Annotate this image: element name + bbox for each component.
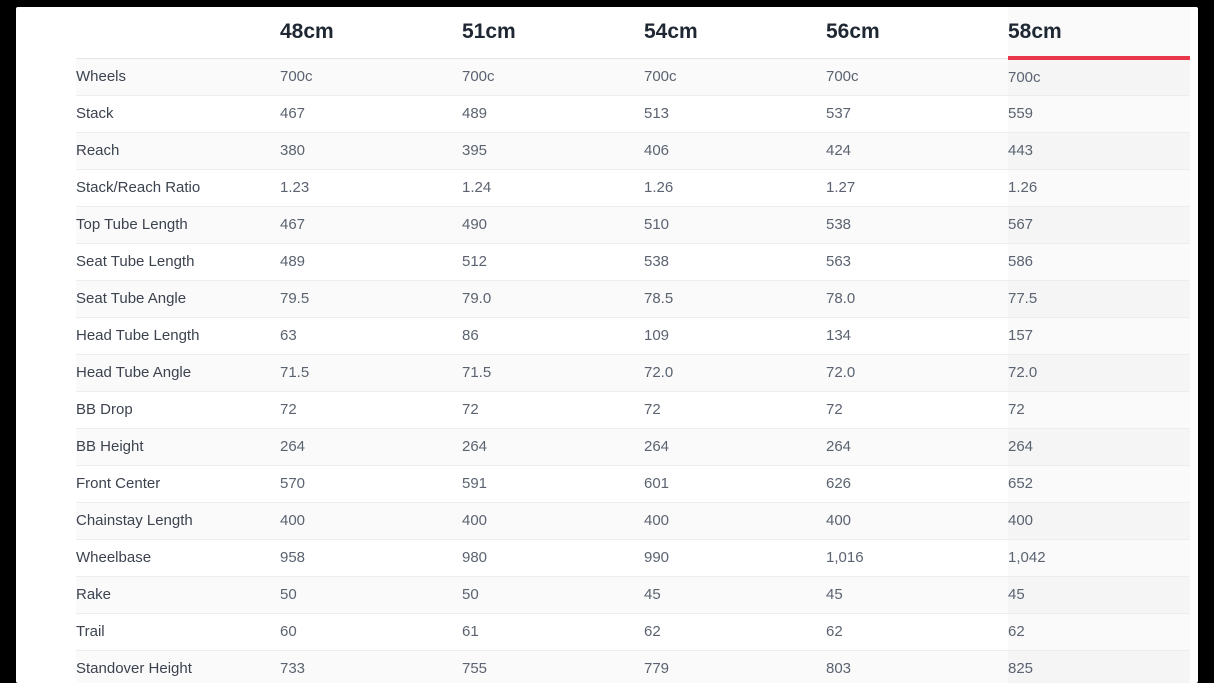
cell-bb-drop-48cm: 72 <box>280 391 462 428</box>
cell-bb-drop-54cm: 72 <box>644 391 826 428</box>
table-row <box>76 206 1190 243</box>
cell-seat-tube-angle-51cm: 79.0 <box>462 280 644 317</box>
cell-wheelbase-51cm: 980 <box>462 539 644 576</box>
cell-standover-height-54cm: 779 <box>644 650 826 683</box>
row-label-wheelbase: Wheelbase <box>76 539 280 576</box>
cell-seat-tube-angle-48cm: 79.5 <box>280 280 462 317</box>
row-label-top-tube-length: Top Tube Length <box>76 206 280 243</box>
table-row <box>76 539 1190 576</box>
cell-chainstay-length-48cm: 400 <box>280 502 462 539</box>
cell-stack-reach-ratio-58cm: 1.26 <box>1008 169 1190 206</box>
cell-head-tube-length-51cm: 86 <box>462 317 644 354</box>
cell-wheelbase-54cm: 990 <box>644 539 826 576</box>
cell-stack-51cm: 489 <box>462 95 644 132</box>
column-header-size-58cm[interactable]: 58cm <box>1008 7 1190 58</box>
row-label-chainstay-length: Chainstay Length <box>76 502 280 539</box>
cell-rake-58cm: 45 <box>1008 576 1190 613</box>
cell-standover-height-58cm: 825 <box>1008 650 1190 683</box>
cell-stack-48cm: 467 <box>280 95 462 132</box>
cell-rake-56cm: 45 <box>826 576 1008 613</box>
row-label-head-tube-length: Head Tube Length <box>76 317 280 354</box>
row-label-seat-tube-length: Seat Tube Length <box>76 243 280 280</box>
row-label-front-center: Front Center <box>76 465 280 502</box>
cell-rake-48cm: 50 <box>280 576 462 613</box>
cell-head-tube-angle-48cm: 71.5 <box>280 354 462 391</box>
cell-standover-height-56cm: 803 <box>826 650 1008 683</box>
cell-head-tube-length-58cm: 157 <box>1008 317 1190 354</box>
cell-wheelbase-48cm: 958 <box>280 539 462 576</box>
geometry-table <box>76 7 1190 683</box>
cell-seat-tube-length-48cm: 489 <box>280 243 462 280</box>
cell-top-tube-length-56cm: 538 <box>826 206 1008 243</box>
cell-top-tube-length-58cm: 567 <box>1008 206 1190 243</box>
cell-front-center-58cm: 652 <box>1008 465 1190 502</box>
cell-wheels-51cm: 700c <box>462 58 644 95</box>
row-label-rake: Rake <box>76 576 280 613</box>
table-row <box>76 576 1190 613</box>
cell-head-tube-length-48cm: 63 <box>280 317 462 354</box>
table-row <box>76 243 1190 280</box>
header-row <box>76 7 1190 58</box>
cell-reach-56cm: 424 <box>826 132 1008 169</box>
cell-wheelbase-58cm: 1,042 <box>1008 539 1190 576</box>
cell-front-center-48cm: 570 <box>280 465 462 502</box>
cell-bb-drop-51cm: 72 <box>462 391 644 428</box>
cell-stack-54cm: 513 <box>644 95 826 132</box>
table-row <box>76 58 1190 95</box>
geometry-table-panel <box>16 7 1198 683</box>
cell-rake-54cm: 45 <box>644 576 826 613</box>
cell-standover-height-48cm: 733 <box>280 650 462 683</box>
cell-head-tube-angle-56cm: 72.0 <box>826 354 1008 391</box>
cell-seat-tube-angle-58cm: 77.5 <box>1008 280 1190 317</box>
cell-trail-54cm: 62 <box>644 613 826 650</box>
table-row <box>76 132 1190 169</box>
table-row <box>76 502 1190 539</box>
cell-chainstay-length-56cm: 400 <box>826 502 1008 539</box>
cell-seat-tube-length-58cm: 586 <box>1008 243 1190 280</box>
cell-top-tube-length-54cm: 510 <box>644 206 826 243</box>
cell-front-center-54cm: 601 <box>644 465 826 502</box>
cell-wheels-56cm: 700c <box>826 58 1008 95</box>
column-header-size-48cm[interactable]: 48cm <box>280 7 462 58</box>
table-row <box>76 354 1190 391</box>
cell-head-tube-length-54cm: 109 <box>644 317 826 354</box>
table-row <box>76 317 1190 354</box>
cell-seat-tube-length-56cm: 563 <box>826 243 1008 280</box>
cell-bb-drop-58cm: 72 <box>1008 391 1190 428</box>
cell-reach-48cm: 380 <box>280 132 462 169</box>
cell-stack-reach-ratio-54cm: 1.26 <box>644 169 826 206</box>
cell-bb-height-54cm: 264 <box>644 428 826 465</box>
cell-trail-48cm: 60 <box>280 613 462 650</box>
cell-rake-51cm: 50 <box>462 576 644 613</box>
cell-wheels-54cm: 700c <box>644 58 826 95</box>
cell-bb-height-56cm: 264 <box>826 428 1008 465</box>
table-row <box>76 613 1190 650</box>
row-label-wheels: Wheels <box>76 58 280 95</box>
row-label-seat-tube-angle: Seat Tube Angle <box>76 280 280 317</box>
table-row <box>76 280 1190 317</box>
cell-trail-58cm: 62 <box>1008 613 1190 650</box>
cell-chainstay-length-54cm: 400 <box>644 502 826 539</box>
table-row <box>76 169 1190 206</box>
cell-seat-tube-angle-56cm: 78.0 <box>826 280 1008 317</box>
table-body <box>76 58 1190 683</box>
row-label-trail: Trail <box>76 613 280 650</box>
cell-stack-reach-ratio-56cm: 1.27 <box>826 169 1008 206</box>
row-label-bb-height: BB Height <box>76 428 280 465</box>
cell-bb-height-51cm: 264 <box>462 428 644 465</box>
cell-reach-58cm: 443 <box>1008 132 1190 169</box>
cell-standover-height-51cm: 755 <box>462 650 644 683</box>
cell-trail-51cm: 61 <box>462 613 644 650</box>
table-row <box>76 650 1190 683</box>
cell-stack-reach-ratio-48cm: 1.23 <box>280 169 462 206</box>
cell-seat-tube-angle-54cm: 78.5 <box>644 280 826 317</box>
column-header-size-51cm[interactable]: 51cm <box>462 7 644 58</box>
cell-top-tube-length-48cm: 467 <box>280 206 462 243</box>
cell-head-tube-angle-54cm: 72.0 <box>644 354 826 391</box>
cell-wheels-58cm: 700c <box>1008 58 1190 95</box>
cell-top-tube-length-51cm: 490 <box>462 206 644 243</box>
cell-seat-tube-length-54cm: 538 <box>644 243 826 280</box>
cell-front-center-51cm: 591 <box>462 465 644 502</box>
cell-head-tube-angle-51cm: 71.5 <box>462 354 644 391</box>
column-header-size-54cm[interactable]: 54cm <box>644 7 826 58</box>
row-label-stack-reach-ratio: Stack/Reach Ratio <box>76 169 280 206</box>
table-header <box>76 7 1190 58</box>
cell-seat-tube-length-51cm: 512 <box>462 243 644 280</box>
cell-front-center-56cm: 626 <box>826 465 1008 502</box>
row-label-bb-drop: BB Drop <box>76 391 280 428</box>
cell-reach-54cm: 406 <box>644 132 826 169</box>
cell-stack-58cm: 559 <box>1008 95 1190 132</box>
column-header-size-56cm[interactable]: 56cm <box>826 7 1008 58</box>
cell-stack-reach-ratio-51cm: 1.24 <box>462 169 644 206</box>
table-row <box>76 428 1190 465</box>
row-label-standover-height: Standover Height <box>76 650 280 683</box>
cell-trail-56cm: 62 <box>826 613 1008 650</box>
cell-wheelbase-56cm: 1,016 <box>826 539 1008 576</box>
cell-bb-drop-56cm: 72 <box>826 391 1008 428</box>
row-label-head-tube-angle: Head Tube Angle <box>76 354 280 391</box>
cell-chainstay-length-58cm: 400 <box>1008 502 1190 539</box>
cell-stack-56cm: 537 <box>826 95 1008 132</box>
cell-chainstay-length-51cm: 400 <box>462 502 644 539</box>
table-row <box>76 95 1190 132</box>
table-row <box>76 465 1190 502</box>
row-label-stack: Stack <box>76 95 280 132</box>
cell-head-tube-length-56cm: 134 <box>826 317 1008 354</box>
cell-wheels-48cm: 700c <box>280 58 462 95</box>
cell-head-tube-angle-58cm: 72.0 <box>1008 354 1190 391</box>
cell-bb-height-58cm: 264 <box>1008 428 1190 465</box>
cell-bb-height-48cm: 264 <box>280 428 462 465</box>
cell-reach-51cm: 395 <box>462 132 644 169</box>
row-label-reach: Reach <box>76 132 280 169</box>
header-corner-cell <box>76 7 280 58</box>
table-row <box>76 391 1190 428</box>
